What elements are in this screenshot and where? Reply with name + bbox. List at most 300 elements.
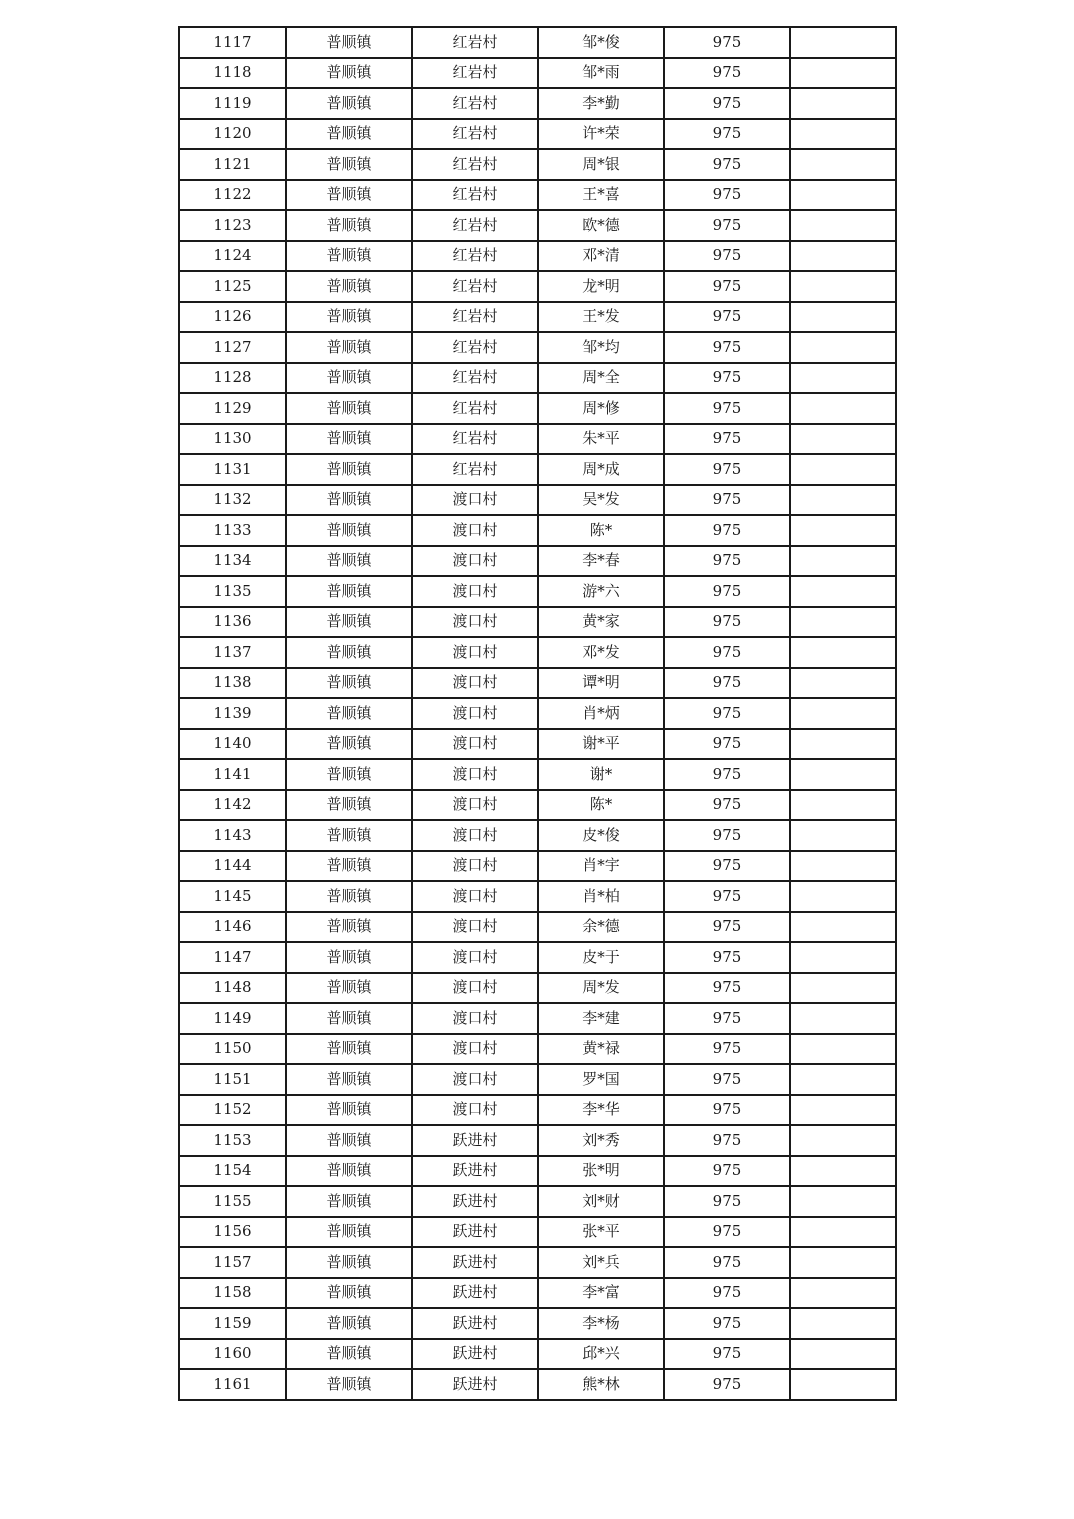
cell-name: 皮*于 — [538, 942, 664, 973]
cell-serial-number: 1153 — [179, 1125, 286, 1156]
cell-name: 周*修 — [538, 393, 664, 424]
cell-note — [790, 393, 896, 424]
table-row — [179, 668, 896, 699]
cell-village: 渡口村 — [412, 851, 538, 882]
cell-amount: 975 — [664, 180, 790, 211]
cell-serial-number: 1126 — [179, 302, 286, 333]
cell-amount: 975 — [664, 820, 790, 851]
cell-town: 普顺镇 — [286, 1217, 412, 1248]
cell-note — [790, 271, 896, 302]
table-row — [179, 973, 896, 1004]
cell-serial-number: 1154 — [179, 1156, 286, 1187]
cell-town: 普顺镇 — [286, 851, 412, 882]
cell-name: 刘*兵 — [538, 1247, 664, 1278]
cell-town: 普顺镇 — [286, 881, 412, 912]
cell-name: 谭*明 — [538, 668, 664, 699]
cell-village: 红岩村 — [412, 332, 538, 363]
cell-name: 许*荣 — [538, 119, 664, 150]
cell-note — [790, 851, 896, 882]
cell-town: 普顺镇 — [286, 454, 412, 485]
cell-note — [790, 790, 896, 821]
cell-village: 渡口村 — [412, 485, 538, 516]
table-row — [179, 1278, 896, 1309]
cell-village: 跃进村 — [412, 1217, 538, 1248]
cell-amount: 975 — [664, 393, 790, 424]
cell-town: 普顺镇 — [286, 1186, 412, 1217]
cell-name: 谢*平 — [538, 729, 664, 760]
cell-serial-number: 1143 — [179, 820, 286, 851]
cell-town: 普顺镇 — [286, 88, 412, 119]
cell-name: 周*成 — [538, 454, 664, 485]
cell-serial-number: 1156 — [179, 1217, 286, 1248]
cell-note — [790, 454, 896, 485]
cell-serial-number: 1137 — [179, 637, 286, 668]
table-row — [179, 759, 896, 790]
cell-village: 跃进村 — [412, 1278, 538, 1309]
cell-amount: 975 — [664, 851, 790, 882]
cell-note — [790, 302, 896, 333]
cell-name: 朱*平 — [538, 424, 664, 455]
table-row — [179, 454, 896, 485]
cell-note — [790, 58, 896, 89]
table-body — [179, 27, 896, 1400]
cell-name: 邓*发 — [538, 637, 664, 668]
table-row — [179, 88, 896, 119]
cell-note — [790, 576, 896, 607]
table-row — [179, 1003, 896, 1034]
cell-note — [790, 1064, 896, 1095]
cell-note — [790, 546, 896, 577]
cell-village: 渡口村 — [412, 1034, 538, 1065]
cell-serial-number: 1128 — [179, 363, 286, 394]
cell-name: 陈* — [538, 790, 664, 821]
cell-note — [790, 820, 896, 851]
table-row — [179, 546, 896, 577]
cell-village: 跃进村 — [412, 1247, 538, 1278]
cell-village: 渡口村 — [412, 698, 538, 729]
cell-town: 普顺镇 — [286, 637, 412, 668]
cell-town: 普顺镇 — [286, 1064, 412, 1095]
cell-town: 普顺镇 — [286, 942, 412, 973]
cell-amount: 975 — [664, 302, 790, 333]
cell-note — [790, 1339, 896, 1370]
cell-note — [790, 332, 896, 363]
cell-town: 普顺镇 — [286, 1278, 412, 1309]
cell-amount: 975 — [664, 881, 790, 912]
cell-town: 普顺镇 — [286, 1125, 412, 1156]
cell-note — [790, 912, 896, 943]
cell-name: 吴*发 — [538, 485, 664, 516]
cell-town: 普顺镇 — [286, 1003, 412, 1034]
cell-name: 邹*俊 — [538, 27, 664, 58]
cell-amount: 975 — [664, 790, 790, 821]
cell-village: 跃进村 — [412, 1308, 538, 1339]
cell-serial-number: 1118 — [179, 58, 286, 89]
table-row — [179, 271, 896, 302]
cell-amount: 975 — [664, 515, 790, 546]
cell-serial-number: 1132 — [179, 485, 286, 516]
cell-amount: 975 — [664, 1278, 790, 1309]
table-row — [179, 1156, 896, 1187]
table-row — [179, 119, 896, 150]
cell-village: 红岩村 — [412, 180, 538, 211]
cell-name: 肖*柏 — [538, 881, 664, 912]
cell-serial-number: 1122 — [179, 180, 286, 211]
table-row — [179, 1186, 896, 1217]
cell-serial-number: 1138 — [179, 668, 286, 699]
cell-town: 普顺镇 — [286, 393, 412, 424]
cell-serial-number: 1158 — [179, 1278, 286, 1309]
cell-serial-number: 1131 — [179, 454, 286, 485]
table-row — [179, 1217, 896, 1248]
table-row — [179, 576, 896, 607]
cell-town: 普顺镇 — [286, 546, 412, 577]
cell-name: 欧*德 — [538, 210, 664, 241]
cell-town: 普顺镇 — [286, 58, 412, 89]
cell-name: 黄*禄 — [538, 1034, 664, 1065]
cell-serial-number: 1123 — [179, 210, 286, 241]
cell-name: 李*春 — [538, 546, 664, 577]
cell-name: 张*平 — [538, 1217, 664, 1248]
cell-town: 普顺镇 — [286, 607, 412, 638]
cell-name: 邱*兴 — [538, 1339, 664, 1370]
cell-town: 普顺镇 — [286, 576, 412, 607]
cell-note — [790, 973, 896, 1004]
cell-village: 渡口村 — [412, 942, 538, 973]
cell-village: 红岩村 — [412, 27, 538, 58]
cell-village: 红岩村 — [412, 149, 538, 180]
table-row — [179, 210, 896, 241]
cell-town: 普顺镇 — [286, 1308, 412, 1339]
cell-village: 渡口村 — [412, 576, 538, 607]
cell-amount: 975 — [664, 1064, 790, 1095]
cell-name: 李*建 — [538, 1003, 664, 1034]
cell-note — [790, 119, 896, 150]
cell-name: 肖*炳 — [538, 698, 664, 729]
table-row — [179, 1369, 896, 1400]
cell-serial-number: 1144 — [179, 851, 286, 882]
cell-serial-number: 1142 — [179, 790, 286, 821]
cell-amount: 975 — [664, 973, 790, 1004]
cell-name: 谢* — [538, 759, 664, 790]
cell-note — [790, 149, 896, 180]
cell-village: 渡口村 — [412, 973, 538, 1004]
cell-village: 红岩村 — [412, 88, 538, 119]
cell-note — [790, 88, 896, 119]
cell-town: 普顺镇 — [286, 27, 412, 58]
cell-town: 普顺镇 — [286, 668, 412, 699]
cell-amount: 975 — [664, 912, 790, 943]
cell-note — [790, 363, 896, 394]
cell-serial-number: 1119 — [179, 88, 286, 119]
cell-town: 普顺镇 — [286, 1339, 412, 1370]
cell-note — [790, 210, 896, 241]
cell-name: 周*全 — [538, 363, 664, 394]
cell-serial-number: 1127 — [179, 332, 286, 363]
cell-town: 普顺镇 — [286, 241, 412, 272]
cell-amount: 975 — [664, 1095, 790, 1126]
cell-village: 渡口村 — [412, 912, 538, 943]
cell-serial-number: 1159 — [179, 1308, 286, 1339]
cell-serial-number: 1117 — [179, 27, 286, 58]
cell-name: 张*明 — [538, 1156, 664, 1187]
cell-village: 红岩村 — [412, 363, 538, 394]
cell-note — [790, 1095, 896, 1126]
cell-village: 红岩村 — [412, 454, 538, 485]
cell-village: 渡口村 — [412, 1064, 538, 1095]
table-row — [179, 27, 896, 58]
cell-serial-number: 1145 — [179, 881, 286, 912]
cell-serial-number: 1130 — [179, 424, 286, 455]
cell-name: 皮*俊 — [538, 820, 664, 851]
cell-serial-number: 1150 — [179, 1034, 286, 1065]
cell-name: 王*喜 — [538, 180, 664, 211]
cell-note — [790, 1247, 896, 1278]
cell-amount: 975 — [664, 119, 790, 150]
cell-town: 普顺镇 — [286, 1095, 412, 1126]
cell-village: 红岩村 — [412, 58, 538, 89]
cell-amount: 975 — [664, 149, 790, 180]
cell-amount: 975 — [664, 88, 790, 119]
cell-amount: 975 — [664, 607, 790, 638]
cell-town: 普顺镇 — [286, 1369, 412, 1400]
cell-serial-number: 1151 — [179, 1064, 286, 1095]
cell-town: 普顺镇 — [286, 698, 412, 729]
cell-amount: 975 — [664, 241, 790, 272]
cell-town: 普顺镇 — [286, 424, 412, 455]
cell-note — [790, 1278, 896, 1309]
table-row — [179, 363, 896, 394]
table-row — [179, 180, 896, 211]
cell-note — [790, 1156, 896, 1187]
cell-serial-number: 1124 — [179, 241, 286, 272]
cell-serial-number: 1135 — [179, 576, 286, 607]
cell-name: 王*发 — [538, 302, 664, 333]
cell-village: 跃进村 — [412, 1125, 538, 1156]
table-row — [179, 607, 896, 638]
cell-serial-number: 1134 — [179, 546, 286, 577]
table-row — [179, 1247, 896, 1278]
cell-amount: 975 — [664, 363, 790, 394]
table-row — [179, 424, 896, 455]
cell-town: 普顺镇 — [286, 729, 412, 760]
cell-serial-number: 1149 — [179, 1003, 286, 1034]
cell-note — [790, 607, 896, 638]
cell-note — [790, 27, 896, 58]
cell-amount: 975 — [664, 485, 790, 516]
cell-serial-number: 1155 — [179, 1186, 286, 1217]
cell-serial-number: 1120 — [179, 119, 286, 150]
cell-town: 普顺镇 — [286, 790, 412, 821]
cell-amount: 975 — [664, 1308, 790, 1339]
table-row — [179, 1339, 896, 1370]
cell-name: 罗*国 — [538, 1064, 664, 1095]
cell-name: 李*勤 — [538, 88, 664, 119]
cell-name: 李*富 — [538, 1278, 664, 1309]
cell-village: 红岩村 — [412, 210, 538, 241]
cell-amount: 975 — [664, 637, 790, 668]
cell-amount: 975 — [664, 729, 790, 760]
cell-amount: 975 — [664, 1003, 790, 1034]
cell-amount: 975 — [664, 27, 790, 58]
cell-name: 邓*清 — [538, 241, 664, 272]
cell-amount: 975 — [664, 1186, 790, 1217]
table-row — [179, 515, 896, 546]
cell-town: 普顺镇 — [286, 149, 412, 180]
cell-village: 渡口村 — [412, 607, 538, 638]
cell-village: 红岩村 — [412, 393, 538, 424]
cell-village: 渡口村 — [412, 637, 538, 668]
cell-name: 邹*雨 — [538, 58, 664, 89]
cell-amount: 975 — [664, 698, 790, 729]
cell-amount: 975 — [664, 1369, 790, 1400]
table-row — [179, 393, 896, 424]
cell-name: 周*银 — [538, 149, 664, 180]
cell-amount: 975 — [664, 546, 790, 577]
cell-amount: 975 — [664, 1125, 790, 1156]
cell-town: 普顺镇 — [286, 912, 412, 943]
table-row — [179, 729, 896, 760]
cell-serial-number: 1136 — [179, 607, 286, 638]
cell-town: 普顺镇 — [286, 485, 412, 516]
cell-note — [790, 424, 896, 455]
cell-note — [790, 485, 896, 516]
cell-village: 红岩村 — [412, 424, 538, 455]
cell-town: 普顺镇 — [286, 1156, 412, 1187]
cell-note — [790, 729, 896, 760]
table-row — [179, 881, 896, 912]
table-row — [179, 302, 896, 333]
table-row — [179, 1064, 896, 1095]
cell-town: 普顺镇 — [286, 363, 412, 394]
cell-serial-number: 1121 — [179, 149, 286, 180]
table-row — [179, 58, 896, 89]
cell-village: 渡口村 — [412, 759, 538, 790]
cell-note — [790, 180, 896, 211]
cell-name: 陈* — [538, 515, 664, 546]
table-row — [179, 332, 896, 363]
cell-village: 红岩村 — [412, 302, 538, 333]
cell-village: 跃进村 — [412, 1156, 538, 1187]
cell-serial-number: 1157 — [179, 1247, 286, 1278]
cell-note — [790, 515, 896, 546]
cell-note — [790, 881, 896, 912]
cell-serial-number: 1147 — [179, 942, 286, 973]
cell-village: 红岩村 — [412, 241, 538, 272]
table-row — [179, 698, 896, 729]
cell-name: 余*德 — [538, 912, 664, 943]
cell-town: 普顺镇 — [286, 210, 412, 241]
cell-town: 普顺镇 — [286, 332, 412, 363]
cell-town: 普顺镇 — [286, 759, 412, 790]
cell-amount: 975 — [664, 1217, 790, 1248]
cell-amount: 975 — [664, 668, 790, 699]
cell-amount: 975 — [664, 942, 790, 973]
table-row — [179, 485, 896, 516]
cell-amount: 975 — [664, 576, 790, 607]
cell-amount: 975 — [664, 58, 790, 89]
cell-town: 普顺镇 — [286, 1247, 412, 1278]
cell-serial-number: 1125 — [179, 271, 286, 302]
cell-note — [790, 1125, 896, 1156]
cell-serial-number: 1148 — [179, 973, 286, 1004]
cell-town: 普顺镇 — [286, 271, 412, 302]
cell-note — [790, 1186, 896, 1217]
cell-village: 渡口村 — [412, 790, 538, 821]
cell-village: 跃进村 — [412, 1339, 538, 1370]
cell-town: 普顺镇 — [286, 119, 412, 150]
cell-note — [790, 1217, 896, 1248]
cell-amount: 975 — [664, 1034, 790, 1065]
table-row — [179, 1308, 896, 1339]
cell-village: 跃进村 — [412, 1186, 538, 1217]
cell-village: 渡口村 — [412, 820, 538, 851]
table-row — [179, 820, 896, 851]
cell-town: 普顺镇 — [286, 180, 412, 211]
cell-town: 普顺镇 — [286, 302, 412, 333]
table-row — [179, 942, 896, 973]
table-row — [179, 1125, 896, 1156]
cell-village: 渡口村 — [412, 515, 538, 546]
table-row — [179, 1095, 896, 1126]
cell-name: 邹*均 — [538, 332, 664, 363]
cell-village: 跃进村 — [412, 1369, 538, 1400]
cell-note — [790, 942, 896, 973]
cell-name: 黄*家 — [538, 607, 664, 638]
cell-note — [790, 759, 896, 790]
cell-note — [790, 637, 896, 668]
cell-amount: 975 — [664, 332, 790, 363]
cell-village: 渡口村 — [412, 546, 538, 577]
cell-name: 李*杨 — [538, 1308, 664, 1339]
cell-town: 普顺镇 — [286, 820, 412, 851]
table-row — [179, 790, 896, 821]
cell-amount: 975 — [664, 210, 790, 241]
cell-name: 周*发 — [538, 973, 664, 1004]
cell-serial-number: 1160 — [179, 1339, 286, 1370]
cell-serial-number: 1146 — [179, 912, 286, 943]
cell-village: 渡口村 — [412, 1095, 538, 1126]
table-row — [179, 851, 896, 882]
cell-note — [790, 1308, 896, 1339]
cell-town: 普顺镇 — [286, 973, 412, 1004]
cell-amount: 975 — [664, 271, 790, 302]
cell-village: 渡口村 — [412, 881, 538, 912]
cell-name: 肖*宇 — [538, 851, 664, 882]
cell-village: 渡口村 — [412, 668, 538, 699]
cell-amount: 975 — [664, 1156, 790, 1187]
cell-name: 熊*林 — [538, 1369, 664, 1400]
cell-village: 红岩村 — [412, 271, 538, 302]
cell-name: 龙*明 — [538, 271, 664, 302]
cell-note — [790, 1003, 896, 1034]
cell-name: 李*华 — [538, 1095, 664, 1126]
table-row — [179, 912, 896, 943]
cell-village: 渡口村 — [412, 1003, 538, 1034]
cell-name: 刘*秀 — [538, 1125, 664, 1156]
cell-name: 游*六 — [538, 576, 664, 607]
table-row — [179, 149, 896, 180]
cell-town: 普顺镇 — [286, 515, 412, 546]
cell-amount: 975 — [664, 1339, 790, 1370]
table-row — [179, 1034, 896, 1065]
cell-serial-number: 1141 — [179, 759, 286, 790]
cell-note — [790, 1369, 896, 1400]
cell-note — [790, 1034, 896, 1065]
cell-village: 渡口村 — [412, 729, 538, 760]
cell-note — [790, 698, 896, 729]
cell-town: 普顺镇 — [286, 1034, 412, 1065]
